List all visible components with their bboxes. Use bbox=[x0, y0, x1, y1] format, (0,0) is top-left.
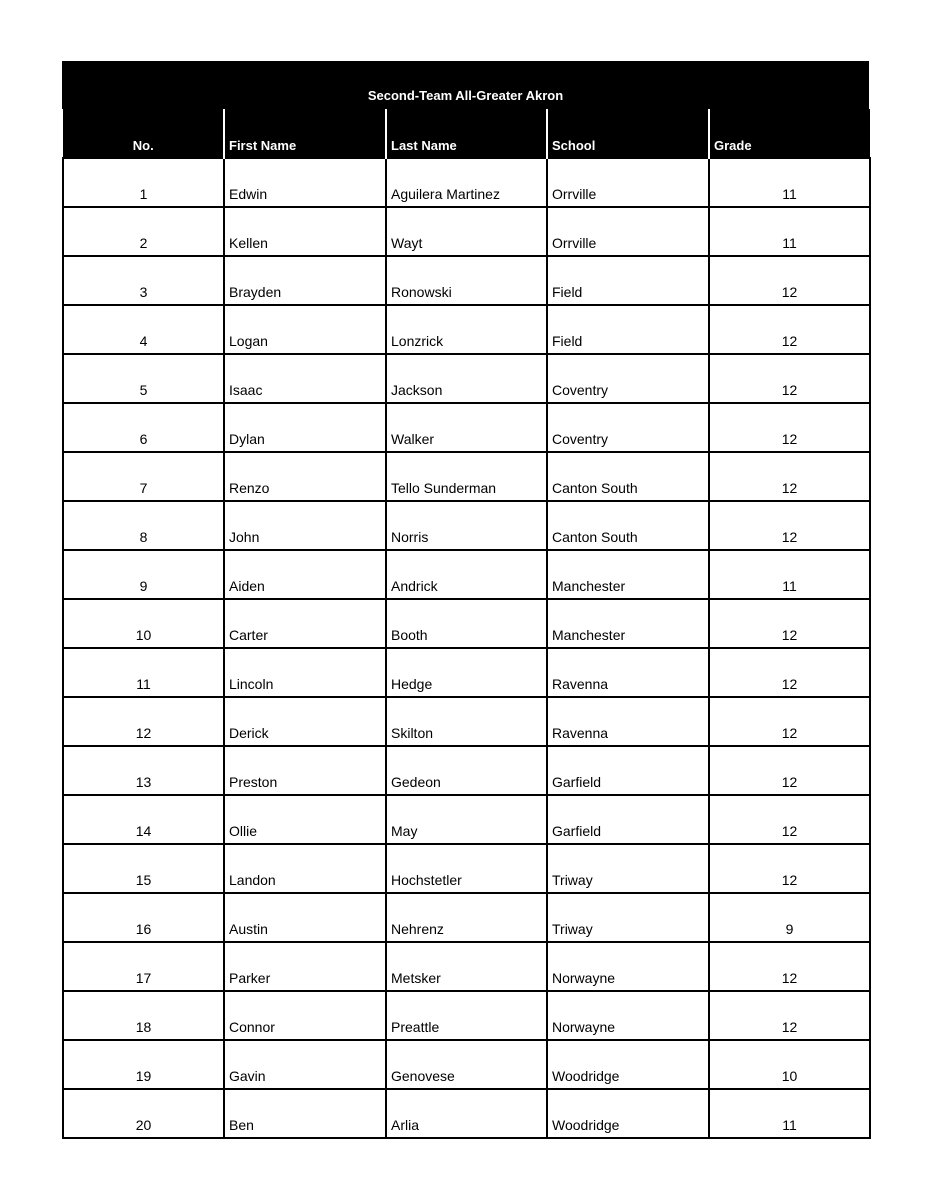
table-row bbox=[63, 452, 870, 501]
cell-number: 4 bbox=[63, 305, 224, 354]
cell-first-name: Preston bbox=[224, 746, 386, 795]
cell-grade: 12 bbox=[709, 942, 870, 991]
cell-grade: 12 bbox=[709, 795, 870, 844]
cell-grade: 12 bbox=[709, 599, 870, 648]
table-row bbox=[63, 648, 870, 697]
cell-first-name: Lincoln bbox=[224, 648, 386, 697]
cell-first-name: Gavin bbox=[224, 1040, 386, 1089]
cell-last-name: Skilton bbox=[386, 697, 547, 746]
cell-last-name: May bbox=[386, 795, 547, 844]
table-body bbox=[63, 158, 870, 1138]
cell-grade: 12 bbox=[709, 746, 870, 795]
cell-school: Manchester bbox=[547, 599, 709, 648]
table-title: Second-Team All-Greater Akron bbox=[62, 61, 869, 109]
cell-first-name: Ben bbox=[224, 1089, 386, 1138]
cell-number: 10 bbox=[63, 599, 224, 648]
cell-grade: 11 bbox=[709, 158, 870, 207]
table-row bbox=[63, 795, 870, 844]
cell-grade: 12 bbox=[709, 452, 870, 501]
cell-last-name: Nehrenz bbox=[386, 893, 547, 942]
cell-grade: 12 bbox=[709, 501, 870, 550]
cell-number: 20 bbox=[63, 1089, 224, 1138]
cell-first-name: Parker bbox=[224, 942, 386, 991]
table-row bbox=[63, 354, 870, 403]
column-header-grade: Grade bbox=[709, 109, 870, 158]
cell-school: Norwayne bbox=[547, 991, 709, 1040]
cell-school: Triway bbox=[547, 844, 709, 893]
cell-grade: 12 bbox=[709, 648, 870, 697]
cell-last-name: Preattle bbox=[386, 991, 547, 1040]
cell-grade: 11 bbox=[709, 550, 870, 599]
cell-last-name: Jackson bbox=[386, 354, 547, 403]
table-row bbox=[63, 1089, 870, 1138]
cell-number: 15 bbox=[63, 844, 224, 893]
cell-number: 18 bbox=[63, 991, 224, 1040]
cell-grade: 12 bbox=[709, 354, 870, 403]
cell-last-name: Genovese bbox=[386, 1040, 547, 1089]
cell-first-name: Ollie bbox=[224, 795, 386, 844]
cell-school: Ravenna bbox=[547, 697, 709, 746]
cell-number: 1 bbox=[63, 158, 224, 207]
cell-grade: 11 bbox=[709, 1089, 870, 1138]
cell-last-name: Metsker bbox=[386, 942, 547, 991]
cell-number: 13 bbox=[63, 746, 224, 795]
table-row bbox=[63, 746, 870, 795]
cell-school: Orrville bbox=[547, 207, 709, 256]
table-row bbox=[63, 991, 870, 1040]
table-row bbox=[63, 942, 870, 991]
table-row bbox=[63, 550, 870, 599]
cell-first-name: Renzo bbox=[224, 452, 386, 501]
cell-school: Coventry bbox=[547, 403, 709, 452]
table-row bbox=[63, 305, 870, 354]
cell-grade: 12 bbox=[709, 256, 870, 305]
cell-first-name: Connor bbox=[224, 991, 386, 1040]
column-header-school: School bbox=[547, 109, 709, 158]
cell-school: Woodridge bbox=[547, 1040, 709, 1089]
cell-number: 9 bbox=[63, 550, 224, 599]
cell-school: Field bbox=[547, 256, 709, 305]
header-row bbox=[63, 109, 870, 158]
cell-number: 3 bbox=[63, 256, 224, 305]
cell-grade: 10 bbox=[709, 1040, 870, 1089]
cell-last-name: Hochstetler bbox=[386, 844, 547, 893]
cell-number: 6 bbox=[63, 403, 224, 452]
cell-last-name: Hedge bbox=[386, 648, 547, 697]
table-row bbox=[63, 256, 870, 305]
cell-school: Garfield bbox=[547, 795, 709, 844]
cell-last-name: Gedeon bbox=[386, 746, 547, 795]
cell-first-name: Brayden bbox=[224, 256, 386, 305]
cell-school: Coventry bbox=[547, 354, 709, 403]
table-row bbox=[63, 697, 870, 746]
cell-number: 19 bbox=[63, 1040, 224, 1089]
cell-number: 5 bbox=[63, 354, 224, 403]
cell-school: Canton South bbox=[547, 452, 709, 501]
cell-grade: 12 bbox=[709, 305, 870, 354]
cell-last-name: Lonzrick bbox=[386, 305, 547, 354]
cell-school: Garfield bbox=[547, 746, 709, 795]
cell-school: Triway bbox=[547, 893, 709, 942]
cell-school: Field bbox=[547, 305, 709, 354]
cell-number: 8 bbox=[63, 501, 224, 550]
cell-first-name: Isaac bbox=[224, 354, 386, 403]
cell-first-name: Derick bbox=[224, 697, 386, 746]
cell-number: 17 bbox=[63, 942, 224, 991]
cell-first-name: Austin bbox=[224, 893, 386, 942]
table-row bbox=[63, 893, 870, 942]
cell-school: Woodridge bbox=[547, 1089, 709, 1138]
cell-school: Canton South bbox=[547, 501, 709, 550]
cell-last-name: Arlia bbox=[386, 1089, 547, 1138]
cell-grade: 12 bbox=[709, 697, 870, 746]
cell-number: 7 bbox=[63, 452, 224, 501]
table-row bbox=[63, 207, 870, 256]
cell-grade: 12 bbox=[709, 991, 870, 1040]
cell-first-name: Kellen bbox=[224, 207, 386, 256]
cell-first-name: Dylan bbox=[224, 403, 386, 452]
table-header bbox=[63, 109, 870, 158]
cell-last-name: Tello Sunderman bbox=[386, 452, 547, 501]
cell-last-name: Aguilera Martinez bbox=[386, 158, 547, 207]
table-row bbox=[63, 501, 870, 550]
cell-first-name: Landon bbox=[224, 844, 386, 893]
table-row bbox=[63, 1040, 870, 1089]
table-row bbox=[63, 599, 870, 648]
cell-last-name: Walker bbox=[386, 403, 547, 452]
cell-school: Ravenna bbox=[547, 648, 709, 697]
cell-first-name: Edwin bbox=[224, 158, 386, 207]
cell-number: 12 bbox=[63, 697, 224, 746]
cell-first-name: Carter bbox=[224, 599, 386, 648]
column-header-last-name: Last Name bbox=[386, 109, 547, 158]
cell-last-name: Andrick bbox=[386, 550, 547, 599]
cell-grade: 9 bbox=[709, 893, 870, 942]
column-header-first-name: First Name bbox=[224, 109, 386, 158]
table-row bbox=[63, 844, 870, 893]
cell-last-name: Ronowski bbox=[386, 256, 547, 305]
roster-table bbox=[62, 109, 871, 1139]
cell-grade: 11 bbox=[709, 207, 870, 256]
roster-sheet bbox=[62, 61, 869, 1139]
cell-last-name: Booth bbox=[386, 599, 547, 648]
cell-grade: 12 bbox=[709, 844, 870, 893]
cell-last-name: Norris bbox=[386, 501, 547, 550]
cell-number: 11 bbox=[63, 648, 224, 697]
cell-school: Manchester bbox=[547, 550, 709, 599]
cell-first-name: Logan bbox=[224, 305, 386, 354]
cell-last-name: Wayt bbox=[386, 207, 547, 256]
cell-school: Norwayne bbox=[547, 942, 709, 991]
cell-school: Orrville bbox=[547, 158, 709, 207]
column-header-no: No. bbox=[63, 109, 224, 158]
cell-number: 14 bbox=[63, 795, 224, 844]
table-row bbox=[63, 403, 870, 452]
cell-first-name: John bbox=[224, 501, 386, 550]
table-row bbox=[63, 158, 870, 207]
cell-first-name: Aiden bbox=[224, 550, 386, 599]
cell-number: 2 bbox=[63, 207, 224, 256]
cell-number: 16 bbox=[63, 893, 224, 942]
cell-grade: 12 bbox=[709, 403, 870, 452]
